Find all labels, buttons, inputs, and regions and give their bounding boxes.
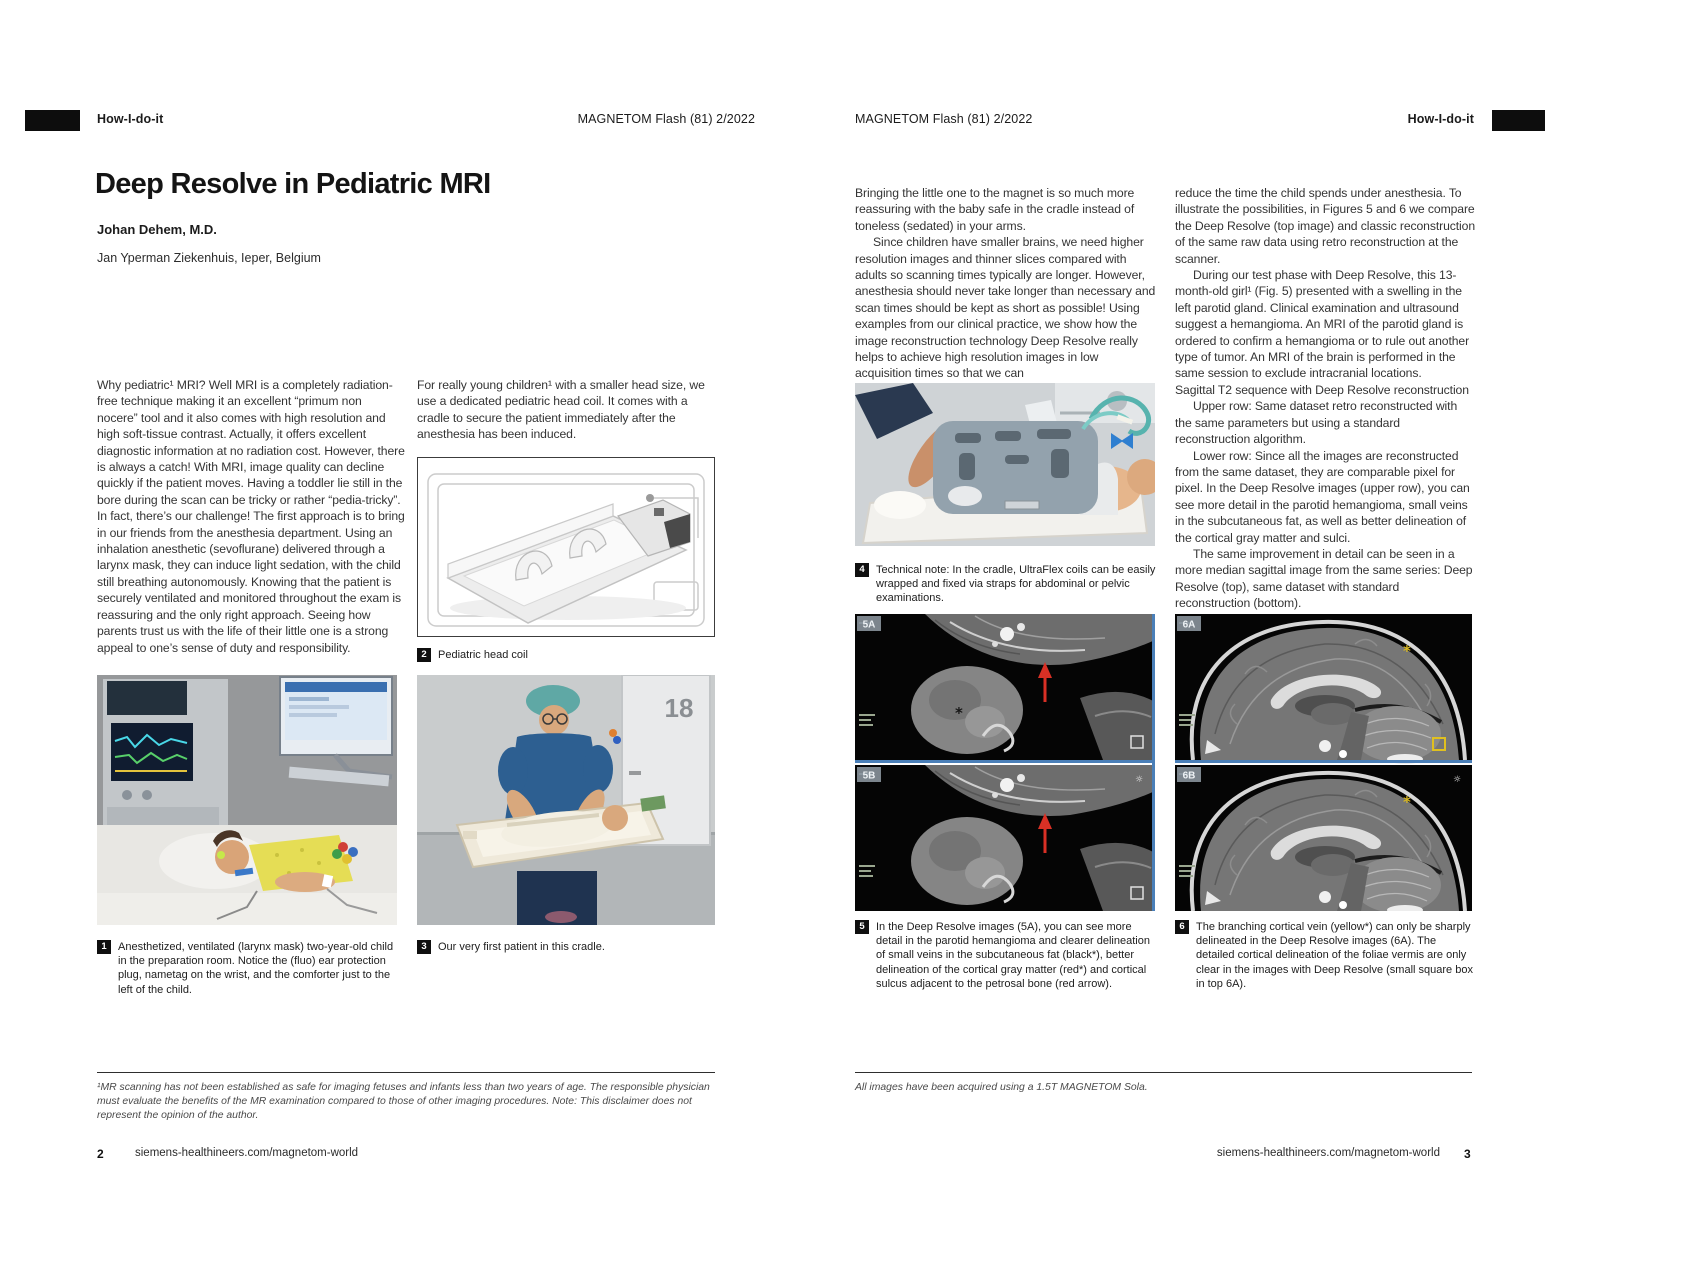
head-coil-paragraph: For really young children¹ with a smaller head size, we use a dedicated pediatric head coil. It comes with a cradle to secure the patient immediately after the anesthesia has been induced.: [417, 378, 705, 442]
paragraph: reduce the time the child spends under anesthesia. To illustrate the possibilities, in Figures 5 and 6 we compare the Deep Resolve (top image) and classic reconstruction of the same raw data using retro reconstruction at the scanner.: [1175, 186, 1476, 266]
page3-column1-text: [855, 185, 1157, 382]
figure4-caption-text: Technical note: In the cradle, UltraFlex coils can be easily wrapped and fixed via straps for abdominal or pelvic examinations.: [876, 564, 1156, 605]
running-head-section-right: How-I-do-it: [1407, 112, 1474, 126]
panel-label-5b: [857, 767, 881, 782]
section-tab-bar-right: [1492, 110, 1545, 131]
figure5-caption-text: In the Deep Resolve images (5A), you can see more detail in the parotid hemangioma and clearer delineation of small veins in the subcutaneous fat (black*), better delineation of the cortical gray matter (red*) and cortical sulcus adjacent to the petrosal bone (red arrow).: [876, 921, 1150, 990]
figure4-cradle-coil-photo: [855, 383, 1155, 546]
page3-column2-text: [1175, 185, 1475, 612]
paragraph: Lower row: Since all the images are reconstructed from the same dataset, they are comparable pixel for pixel. In the Deep Resolve images (upper row), you can see more detail in the parotid hemangioma, small veins in the subcutaneous fat, as well as better delineation of the cortical gray matter and sulci.: [1175, 448, 1470, 545]
author-name: Johan Dehem, M.D.: [97, 222, 217, 237]
black-asterisk-marker: *: [955, 704, 963, 722]
paragraph: During our test phase with Deep Resolve, this 13-month-old girl¹ (Fig. 5) presented with a swelling in the left parotid gland. Clinical examination and ultrasound suggest a hemangioma. An MRI of the parotid gland is ordered to confirm a hemangioma or to rule out another type of tumor. An MRI of the brain is performed in the same session to exclude intracranial locations.: [1175, 268, 1470, 381]
paragraph: Since children have smaller brains, we need higher resolution images and thinner slices compared with adults so scanning times typically are longer. However, anesthesia should never take longer than necessary and scan times should be kept as short as possible! Using examples from our clinical practice, we show how the image reconstruction technology Deep Resolve really helps to achieve high resolution images in low acquisition times so that we can: [855, 235, 1156, 381]
figure3-caption: [417, 940, 715, 954]
crosshair-divider-line: [1175, 760, 1472, 763]
door-number-sign: 18: [664, 693, 694, 723]
figure3-first-patient-photo: [417, 675, 715, 925]
figure1-number-badge: 1: [97, 940, 111, 954]
page-number-right: 3: [1464, 1147, 1471, 1161]
page-number-left: 2: [97, 1147, 104, 1161]
yellow-asterisk-marker-6b: *: [1403, 793, 1411, 811]
acquisition-note: All images have been acquired using a 1.5T MAGNETOM Sola.: [855, 1082, 1148, 1093]
figure4-number-badge: 4: [855, 563, 869, 577]
panel-label-6a: [1177, 616, 1201, 631]
paragraph: Upper row: Same dataset retro reconstructed with the same parameters but using a standard reconstruction algorithm.: [1175, 399, 1458, 447]
brightness-icon: ☼: [1453, 775, 1462, 785]
figure2-head-coil-image: [417, 457, 715, 637]
footnote-rule-right: [855, 1072, 1472, 1073]
intro-paragraph: Why pediatric¹ MRI? Well MRI is a completely radiation-free technique making it an excellent “primum non nocere” tool and it also comes with high resolution and high soft-tissue contrast. Actually, it offers excellent diagnostic information at no radiation cost. However, there is always a catch! With MRI, image quality can decline quickly if the patient moves. Having a toddler lie still in the bore during the scan can be tricky or rather “pedia-tricky”. In fact, there’s our challenge! The first approach is to bring in our friends from the anesthesia department. Using an inhalation anesthetic (sevoflurane) delivered through a larynx mask, they can induce light sedation, with the child still breathing autonomously. Knowing that the patient is securely ventilated and monitored throughout the exam is reassuring and the only right approach. Seeing how parents trust us with the life of their little one is a strong appeal to one’s sense of duty and responsibility.: [97, 378, 405, 655]
figure5-mri-panels: [855, 614, 1155, 911]
footer-url-left: siemens-healthineers.com/magnetom-world: [135, 1147, 359, 1159]
section-tab-bar-left: [25, 110, 80, 131]
figure1-caption: [97, 940, 403, 997]
figure1-caption-text: Anesthetized, ventilated (larynx mask) two-year-old child in the preparation room. Notice the (fluo) ear protection plug, nametag on the wrist, and the comforter just to the left of the child.: [118, 941, 394, 996]
figure1-preparation-room-photo: [97, 675, 397, 925]
svg-text:5A: 5A: [862, 619, 876, 631]
svg-text:6B: 6B: [1182, 770, 1196, 782]
svg-text:5B: 5B: [862, 770, 876, 782]
figure5-number-badge: 5: [855, 920, 869, 934]
svg-text:6A: 6A: [1182, 619, 1196, 631]
figure2-caption-text: Pediatric head coil: [438, 649, 528, 661]
footnote-rule-left: [97, 1072, 715, 1073]
figure5-caption: [855, 920, 1157, 991]
panel-label-6b: [1177, 767, 1201, 782]
figure6-number-badge: 6: [1175, 920, 1189, 934]
footnote-text: ¹MR scanning has not been established as safe for imaging fetuses and infants less than two years of age. The responsible physician must evaluate the benefits of the MR examination compared to those of other imaging procedures. Note: This disclaimer does not represent the opinion of the author.: [97, 1082, 710, 1121]
paragraph: The same improvement in detail can be seen in a more median sagittal image from the same series: Deep Resolve (top), same dataset with standard reconstruction (bottom).: [1175, 546, 1473, 611]
paragraph: Bringing the little one to the magnet is so much more reassuring with the baby safe in the cradle instead of toneless (sedated) in your arms.: [855, 186, 1135, 233]
figure6-caption-text: The branching cortical vein (yellow*) can only be sharply delineated in the Deep Resolve images (6A). The detailed cortical delineation of the foliae vermis are only clear in the images with Deep Resolve (small square box in top 6A).: [1196, 921, 1473, 990]
article-title: Deep Resolve in Pediatric MRI: [95, 168, 491, 200]
figure3-number-badge: 3: [417, 940, 431, 954]
figure6-mri-panels: [1175, 614, 1472, 911]
panel-label-5a: [857, 616, 881, 631]
figure2-caption: [417, 648, 715, 662]
running-head-section-left: How-I-do-it: [97, 112, 164, 126]
figure4-caption: [855, 563, 1157, 606]
figure2-number-badge: 2: [417, 648, 431, 662]
brightness-icon: ☼: [1135, 775, 1144, 785]
author-affiliation: Jan Yperman Ziekenhuis, Ieper, Belgium: [97, 251, 321, 265]
running-head-journal-right: MAGNETOM Flash (81) 2/2022: [855, 112, 1033, 126]
yellow-asterisk-marker-6a: *: [1403, 642, 1411, 660]
footer-url-right: siemens-healthineers.com/magnetom-world: [1216, 1147, 1440, 1159]
paragraph: Sagittal T2 sequence with Deep Resolve reconstruction: [1175, 382, 1469, 397]
running-head-journal-left: MAGNETOM Flash (81) 2/2022: [577, 112, 755, 126]
figure6-caption: [1175, 920, 1475, 991]
figure3-caption-text: Our very first patient in this cradle.: [438, 941, 605, 953]
crosshair-divider-line: [855, 760, 1155, 763]
